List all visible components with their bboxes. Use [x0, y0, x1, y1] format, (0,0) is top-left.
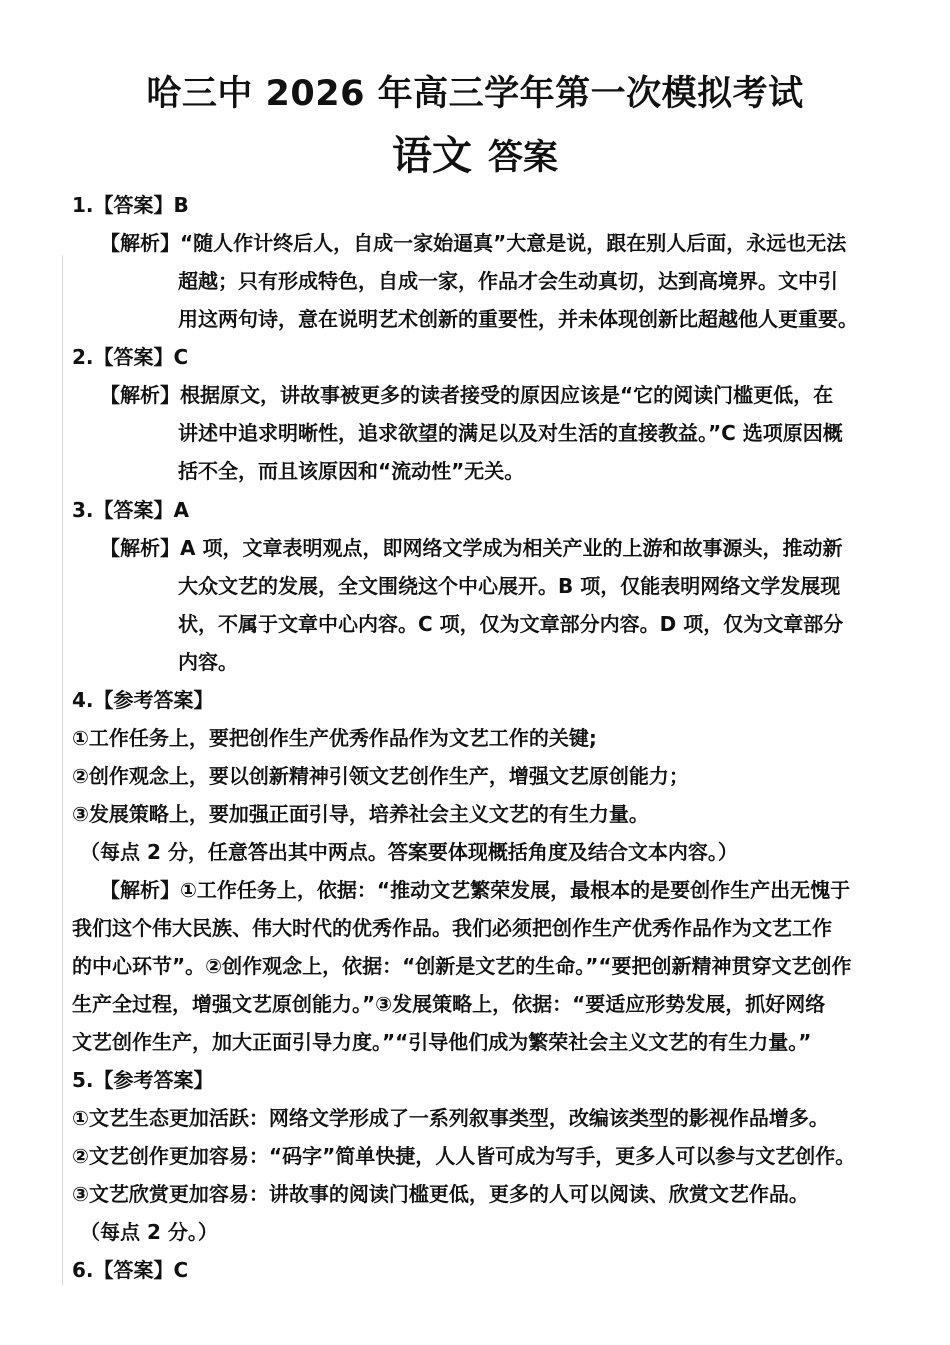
q2-answer: 2.【答案】C — [72, 345, 189, 369]
answer-label: 答案 — [487, 138, 558, 178]
q3-explanation-line: 内容。 — [178, 650, 238, 674]
q5-reference-answer: 5.【参考答案】 — [72, 1068, 214, 1092]
q5-point: ②文艺创作更加容易：“码字”简单快捷，人人皆可成为写手，更多人可以参与文艺创作。 — [72, 1144, 856, 1168]
q1-explanation-line: 用这两句诗，意在说明艺术创新的重要性，并未体现创新比超越他人更重要。 — [178, 307, 858, 331]
q6-answer: 6.【答案】C — [72, 1258, 189, 1282]
q4-explanation-line: 文艺创作生产，加大正面引导力度。”“引导他们成为繁荣社会主义文艺的有生力量。” — [72, 1030, 812, 1054]
q1-explanation-line: 超越；只有形成特色，自成一家，作品才会生动真切，达到高境界。文中引 — [178, 269, 838, 293]
subject-heading — [0, 124, 950, 181]
q2-explanation-line: 【解析】根据原文，讲故事被更多的读者接受的原因应该是“它的阅读门槛更低，在 — [100, 383, 834, 407]
q4-point: ③发展策略上，要加强正面引导，培养社会主义文艺的有生力量。 — [72, 802, 649, 826]
q5-point: ③文艺欣赏更加容易：讲故事的阅读门槛更低，更多的人可以阅读、欣赏文艺作品。 — [72, 1182, 809, 1206]
q3-explanation-line: 大众文艺的发展，全文围绕这个中心展开。B 项，仅能表明网络文学发展现 — [178, 574, 841, 598]
q1-explanation-line: 【解析】“随人作计终后人，自成一家始逼真”大意是说，跟在别人后面，永远也无法 — [100, 231, 847, 255]
q4-scoring-note: （每点 2 分，任意答出其中两点。答案要体现概括角度及结合文本内容。） — [80, 840, 738, 864]
subject-name: 语文 — [391, 133, 472, 179]
q4-explanation-line: 我们这个伟大民族、伟大时代的优秀作品。我们必须把创作生产优秀作品作为文艺工作 — [72, 916, 832, 940]
q3-explanation-line: 状，不属于文章中心内容。C 项，仅为文章部分内容。D 项，仅为文章部分 — [178, 612, 844, 636]
q2-explanation-line: 括不全，而且该原因和“流动性”无关。 — [178, 459, 525, 483]
q4-explanation-line: 【解析】①工作任务上，依据：“推动文艺繁荣发展，最根本的是要创作生产出无愧于 — [100, 878, 851, 902]
q4-explanation-line: 的中心环节”。②创作观念上，依据：“创新是文艺的生命。”“要把创新精神贯穿文艺创作 — [72, 954, 852, 978]
q1-answer: 1.【答案】B — [72, 193, 189, 217]
q4-reference-answer: 4.【参考答案】 — [72, 688, 214, 712]
q2-explanation-line: 讲述中追求明晰性，追求欲望的满足以及对生活的直接教益。”C 选项原因概 — [178, 421, 843, 445]
q4-explanation-line: 生产全过程，增强文艺原创能力。”③发展策略上，依据：“要适应形势发展，抓好网络 — [72, 992, 826, 1016]
q4-point: ①工作任务上，要把创作生产优秀作品作为文艺工作的关键; — [72, 726, 597, 750]
exam-title: 哈三中 2026 年高三学年第一次模拟考试 — [146, 74, 804, 114]
q4-point: ②创作观念上，要以创新精神引领文艺创作生产，增强文艺原创能力； — [72, 764, 689, 788]
q3-explanation-line: 【解析】A 项，文章表明观点，即网络文学成为相关产业的上游和故事源头，推动新 — [100, 536, 843, 560]
q3-answer: 3.【答案】A — [72, 498, 189, 522]
margin-line — [62, 255, 63, 1285]
q5-scoring-note: （每点 2 分。） — [80, 1220, 218, 1244]
q5-point: ①文艺生态更加活跃：网络文学形成了一系列叙事类型，改编该类型的影视作品增多。 — [72, 1106, 829, 1130]
